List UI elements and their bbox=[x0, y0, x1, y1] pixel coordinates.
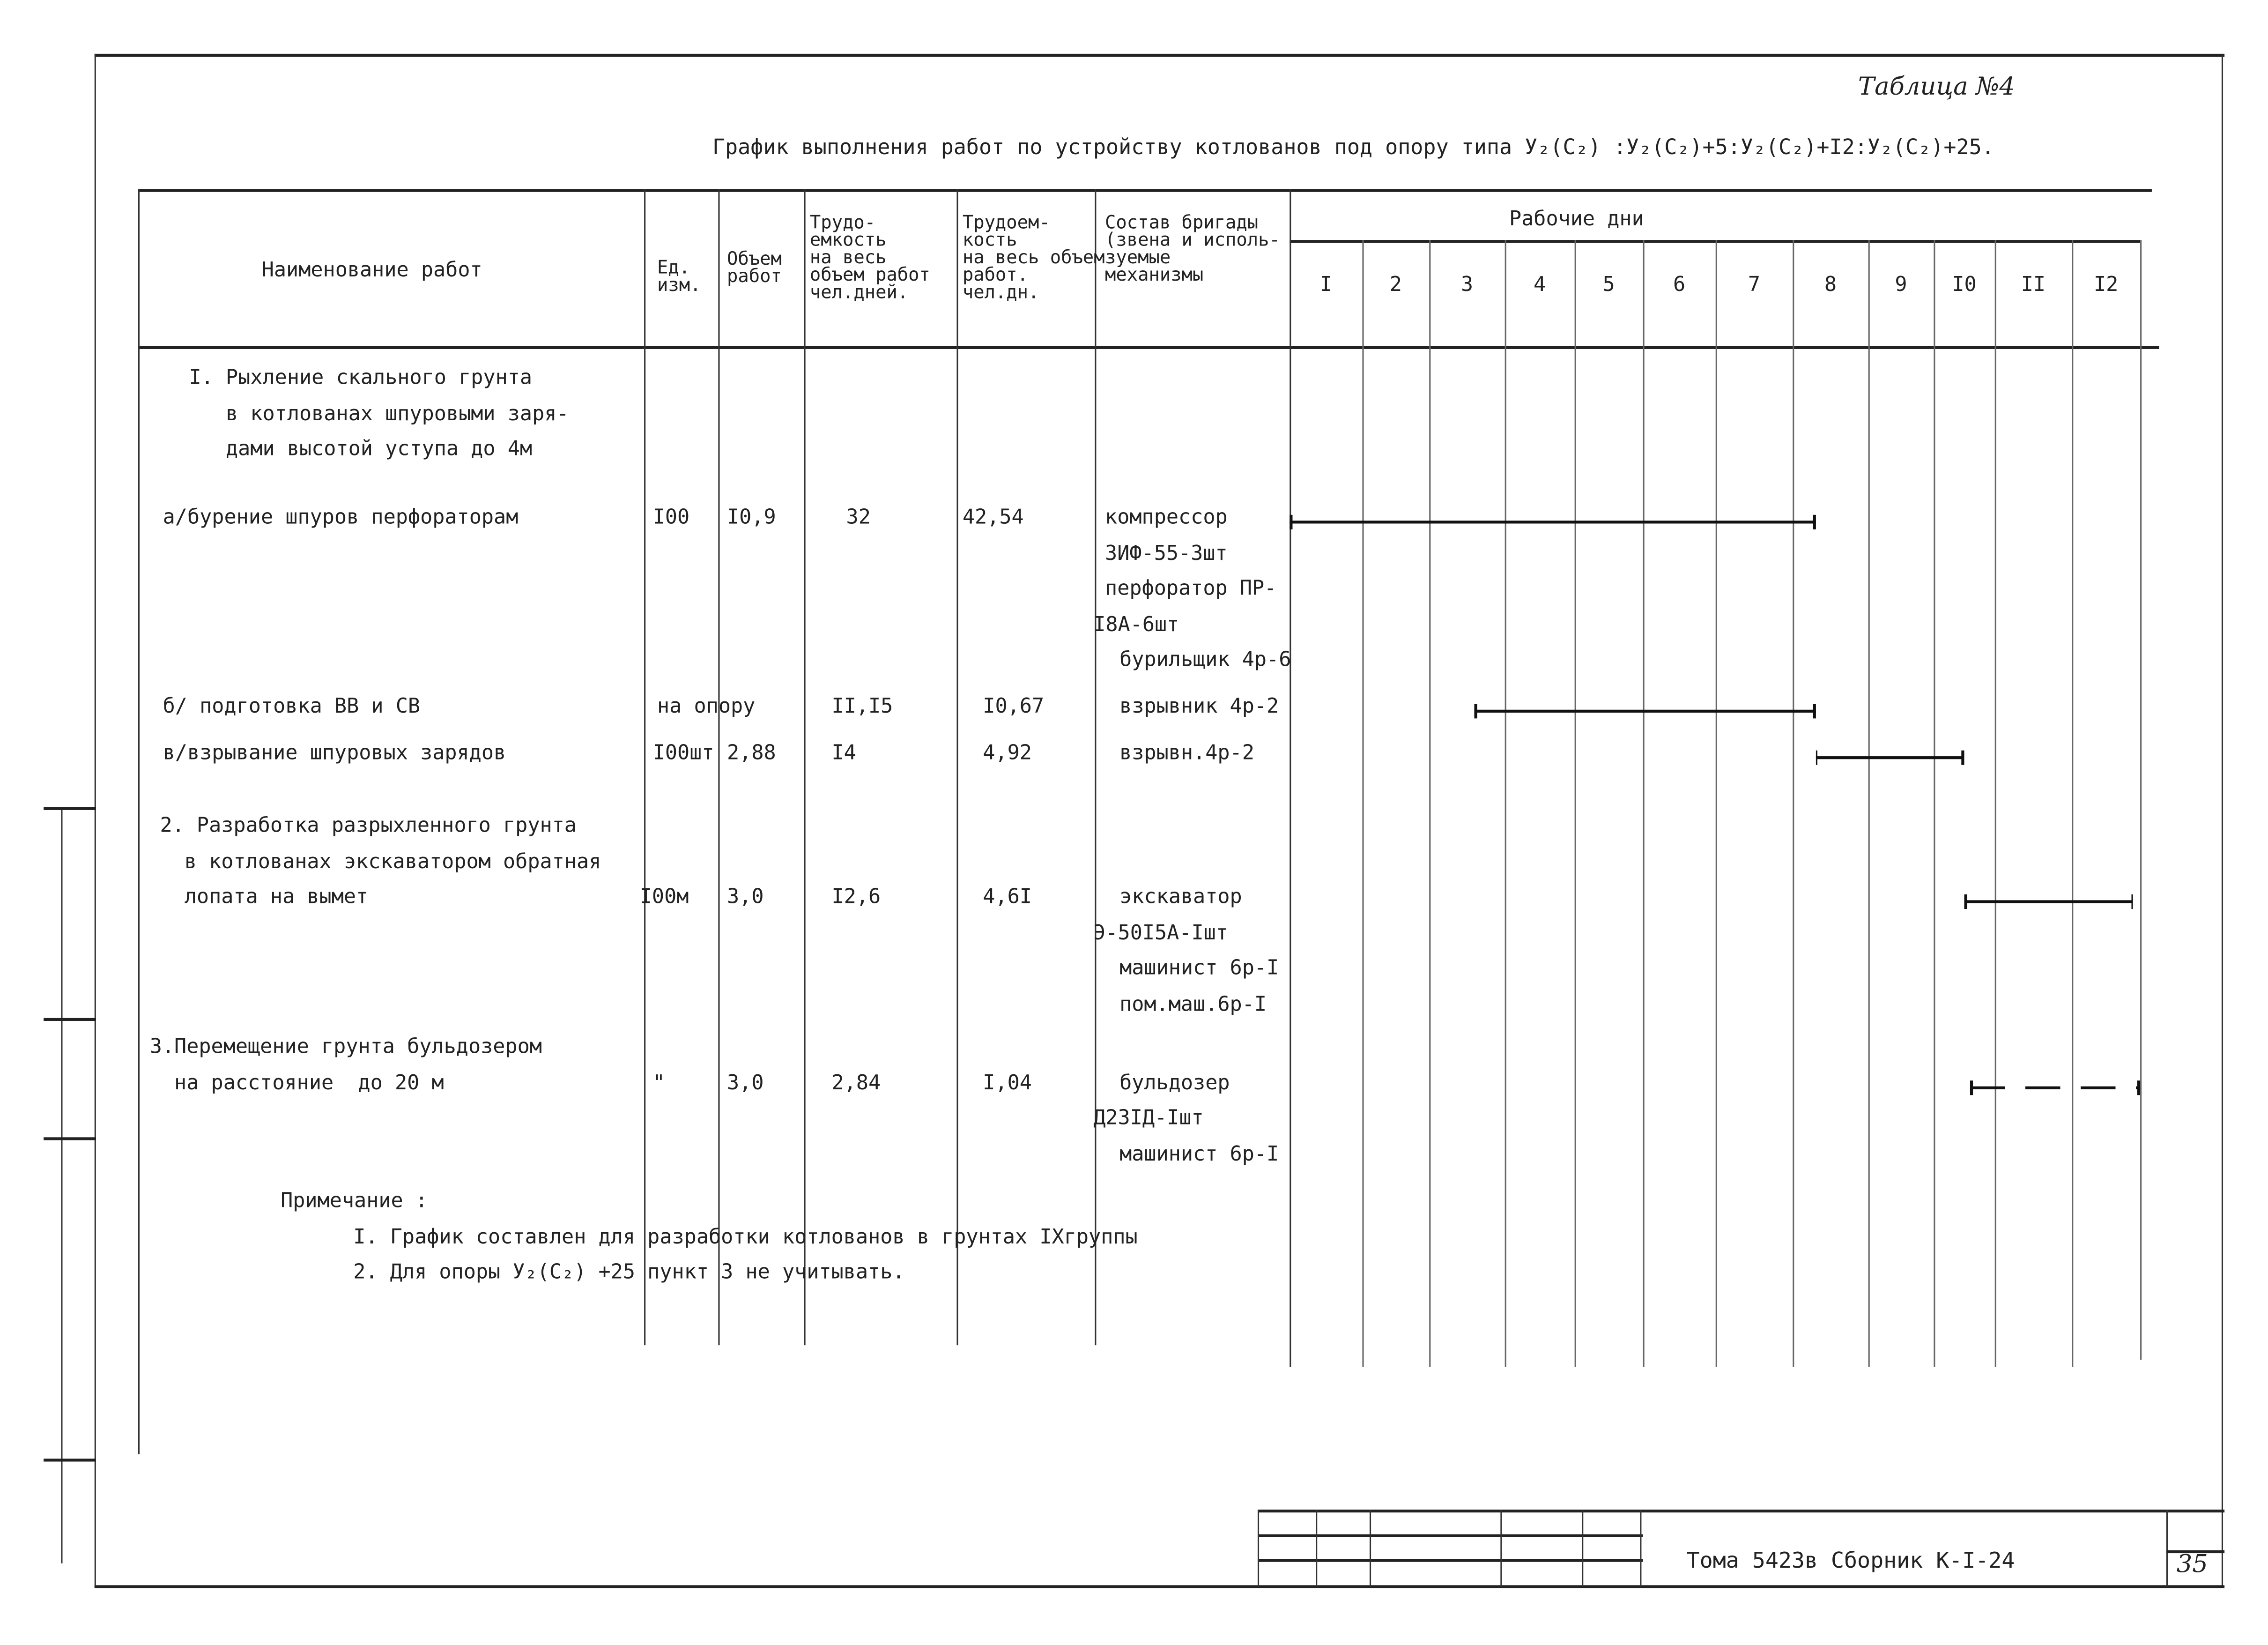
header-bottom-border bbox=[138, 346, 2159, 349]
page-number: 35 bbox=[2176, 1550, 2208, 1579]
labor-total-cell: 32 bbox=[846, 506, 871, 529]
header-line: работ. bbox=[962, 263, 1029, 285]
header-line: Ед. bbox=[657, 256, 690, 278]
labor-norm-cell: 4,6I bbox=[983, 886, 1032, 909]
header-crew bbox=[1105, 211, 1280, 285]
header-days: Рабочие дни bbox=[1509, 208, 1644, 231]
volume-cell: I0,9 bbox=[727, 506, 776, 529]
crew-line: машинист 6р-I bbox=[1119, 957, 1279, 981]
header-line: механизмы bbox=[1105, 263, 1204, 285]
unit-cell: I00м bbox=[639, 886, 689, 909]
day-column-divider bbox=[1868, 240, 1870, 1367]
unit-cell: I00шт bbox=[652, 742, 714, 765]
volume-cell: 3,0 bbox=[727, 886, 764, 909]
day-number-5: 5 bbox=[1602, 273, 1615, 297]
crew-line: машинист 6р-I bbox=[1119, 1142, 1279, 1166]
day-number-10: I0 bbox=[1952, 273, 1977, 297]
header-line: чел.дней. bbox=[809, 281, 909, 303]
margin-strip bbox=[61, 807, 63, 1563]
header-line: (звена и исполь- bbox=[1105, 228, 1280, 250]
work-name: в котлованах экскаватором обратная bbox=[160, 850, 601, 873]
day-number-11: II bbox=[2021, 273, 2046, 297]
gantt-bar bbox=[1816, 756, 1964, 759]
crew-line: пом.маш.6р-I bbox=[1119, 992, 1267, 1016]
gantt-bar bbox=[1290, 521, 1815, 523]
page-title: График выполнения работ по устройству котлованов под опору типа У₂(С₂) :У₂(С₂)+5:У₂(С₂)+I2:У₂(С₂)+25. bbox=[712, 136, 1994, 160]
labor-norm-cell: 4,92 bbox=[983, 742, 1032, 765]
day-column-divider bbox=[1643, 240, 1645, 1367]
work-name: на расстояние до 20 м bbox=[149, 1071, 444, 1094]
column-divider bbox=[1290, 189, 1291, 1367]
day-number-6: 6 bbox=[1673, 273, 1686, 297]
labor-norm-cell: I,04 bbox=[983, 1071, 1032, 1094]
day-column-divider bbox=[1716, 240, 1718, 1367]
header-line: объем работ bbox=[809, 263, 930, 285]
unit-cell: на опору bbox=[657, 695, 756, 719]
labor-total-cell: 2,84 bbox=[831, 1071, 881, 1094]
day-column-divider bbox=[2140, 240, 2142, 1360]
day-number-8: 8 bbox=[1824, 273, 1837, 297]
header-unit bbox=[657, 256, 701, 296]
header-line: Трудоем- bbox=[962, 211, 1050, 233]
margin-mark bbox=[44, 807, 96, 810]
stamp-text: Тома 5423в Сборник К-I-24 bbox=[1686, 1547, 2015, 1574]
table-left-border bbox=[138, 189, 140, 1454]
notes-title: Примечание : bbox=[281, 1190, 428, 1213]
column-divider bbox=[644, 189, 646, 1346]
day-column-divider bbox=[1362, 240, 1364, 1367]
crew-line: Э-50I5А-Iшт bbox=[1093, 921, 1229, 945]
crew-line: ЗИФ-55-3шт bbox=[1105, 542, 1228, 565]
volume-cell: 3,0 bbox=[727, 1071, 764, 1094]
labor-total-cell: I2,6 bbox=[831, 886, 881, 909]
labor-total-cell: I4 bbox=[831, 742, 856, 765]
gantt-bar bbox=[1475, 710, 1816, 713]
day-number-4: 4 bbox=[1534, 273, 1546, 297]
crew-line: взрывн.4р-2 bbox=[1119, 742, 1254, 765]
header-line: чел.дн. bbox=[962, 281, 1039, 303]
day-column-divider bbox=[1995, 240, 1997, 1367]
table-top-border bbox=[138, 189, 2152, 192]
header-line: изм. bbox=[657, 273, 701, 296]
work-name: а/бурение шпуров перфораторам bbox=[163, 506, 519, 529]
work-name: в котлованах шпуровыми заря- bbox=[189, 402, 569, 425]
work-name: дами высотой уступа до 4м bbox=[189, 438, 533, 461]
header-line: Объем bbox=[727, 247, 782, 269]
header-labor-norm bbox=[962, 211, 1105, 303]
column-divider bbox=[804, 189, 806, 1346]
crew-line: взрывник 4р-2 bbox=[1119, 695, 1279, 719]
day-number-12: I2 bbox=[2093, 273, 2119, 297]
crew-line: I8А-6шт bbox=[1093, 613, 1179, 636]
header-volume bbox=[727, 247, 782, 287]
table-number: Таблица №4 bbox=[1858, 73, 2015, 102]
work-name: б/ подготовка ВВ и СВ bbox=[163, 695, 421, 719]
header-line: Трудо- bbox=[809, 211, 876, 233]
frame-bottom bbox=[95, 1585, 2224, 1587]
volume-cell: 2,88 bbox=[727, 742, 776, 765]
day-number-9: 9 bbox=[1895, 273, 1907, 297]
labor-total-cell: II,I5 bbox=[831, 695, 893, 719]
day-column-divider bbox=[1934, 240, 1935, 1367]
frame-left bbox=[95, 54, 96, 1588]
labor-norm-cell: 42,54 bbox=[962, 506, 1024, 529]
day-number-2: 2 bbox=[1389, 273, 1402, 297]
header-line: Состав бригады bbox=[1105, 211, 1259, 233]
crew-line: компрессор bbox=[1105, 506, 1228, 529]
crew-line: бурильщик 4р-6 bbox=[1119, 648, 1291, 672]
header-line: на весь bbox=[809, 246, 887, 268]
crew-line: экскаватор bbox=[1119, 886, 1242, 909]
header-line: кость bbox=[962, 228, 1017, 250]
work-name: 2. Разработка разрыхленного грунта bbox=[160, 814, 577, 838]
day-number-3: 3 bbox=[1460, 273, 1474, 297]
header-line: емкость bbox=[809, 228, 887, 250]
day-column-divider bbox=[1429, 240, 1431, 1367]
header-line: зуемые bbox=[1105, 246, 1171, 268]
column-divider bbox=[1095, 189, 1097, 1346]
days-header-divider bbox=[1290, 240, 2140, 242]
frame-top bbox=[95, 54, 2224, 56]
column-divider bbox=[718, 189, 720, 1346]
unit-cell: " bbox=[652, 1071, 665, 1094]
crew-line: перфоратор ПР- bbox=[1105, 577, 1277, 601]
frame-right bbox=[2222, 54, 2224, 1588]
day-number-1: I bbox=[1319, 273, 1332, 297]
margin-mark bbox=[44, 1137, 96, 1139]
day-column-divider bbox=[1575, 240, 1577, 1367]
day-column-divider bbox=[1793, 240, 1794, 1367]
crew-line: бульдозер bbox=[1119, 1071, 1230, 1094]
crew-line: Д23IД-Iшт bbox=[1093, 1107, 1204, 1130]
work-name: в/взрывание шпуровых зарядов bbox=[163, 742, 506, 765]
note-1: I. График составлен для разработки котлованов в грунтах IXгруппы bbox=[353, 1226, 1138, 1250]
header-labor-total bbox=[809, 211, 930, 303]
note-2: 2. Для опоры У₂(С₂) +25 пункт 3 не учитывать. bbox=[353, 1261, 905, 1284]
gantt-bar bbox=[1964, 900, 2134, 903]
unit-cell: I00 bbox=[652, 506, 690, 529]
work-name: лопата на вымет bbox=[160, 886, 369, 909]
header-line: работ bbox=[727, 264, 782, 287]
day-number-7: 7 bbox=[1748, 273, 1761, 297]
labor-norm-cell: I0,67 bbox=[983, 695, 1045, 719]
header-line: на весь объем bbox=[962, 246, 1105, 268]
day-column-divider bbox=[1505, 240, 1507, 1367]
day-column-divider bbox=[2072, 240, 2074, 1367]
work-name: I. Рыхление скального грунта bbox=[189, 366, 533, 390]
work-name: 3.Перемещение грунта бульдозером bbox=[149, 1035, 542, 1059]
column-divider bbox=[956, 189, 958, 1346]
margin-mark bbox=[44, 1459, 96, 1461]
margin-mark bbox=[44, 1018, 96, 1020]
header-name: Наименование работ bbox=[261, 259, 482, 283]
gantt-bar bbox=[1971, 1086, 2141, 1088]
